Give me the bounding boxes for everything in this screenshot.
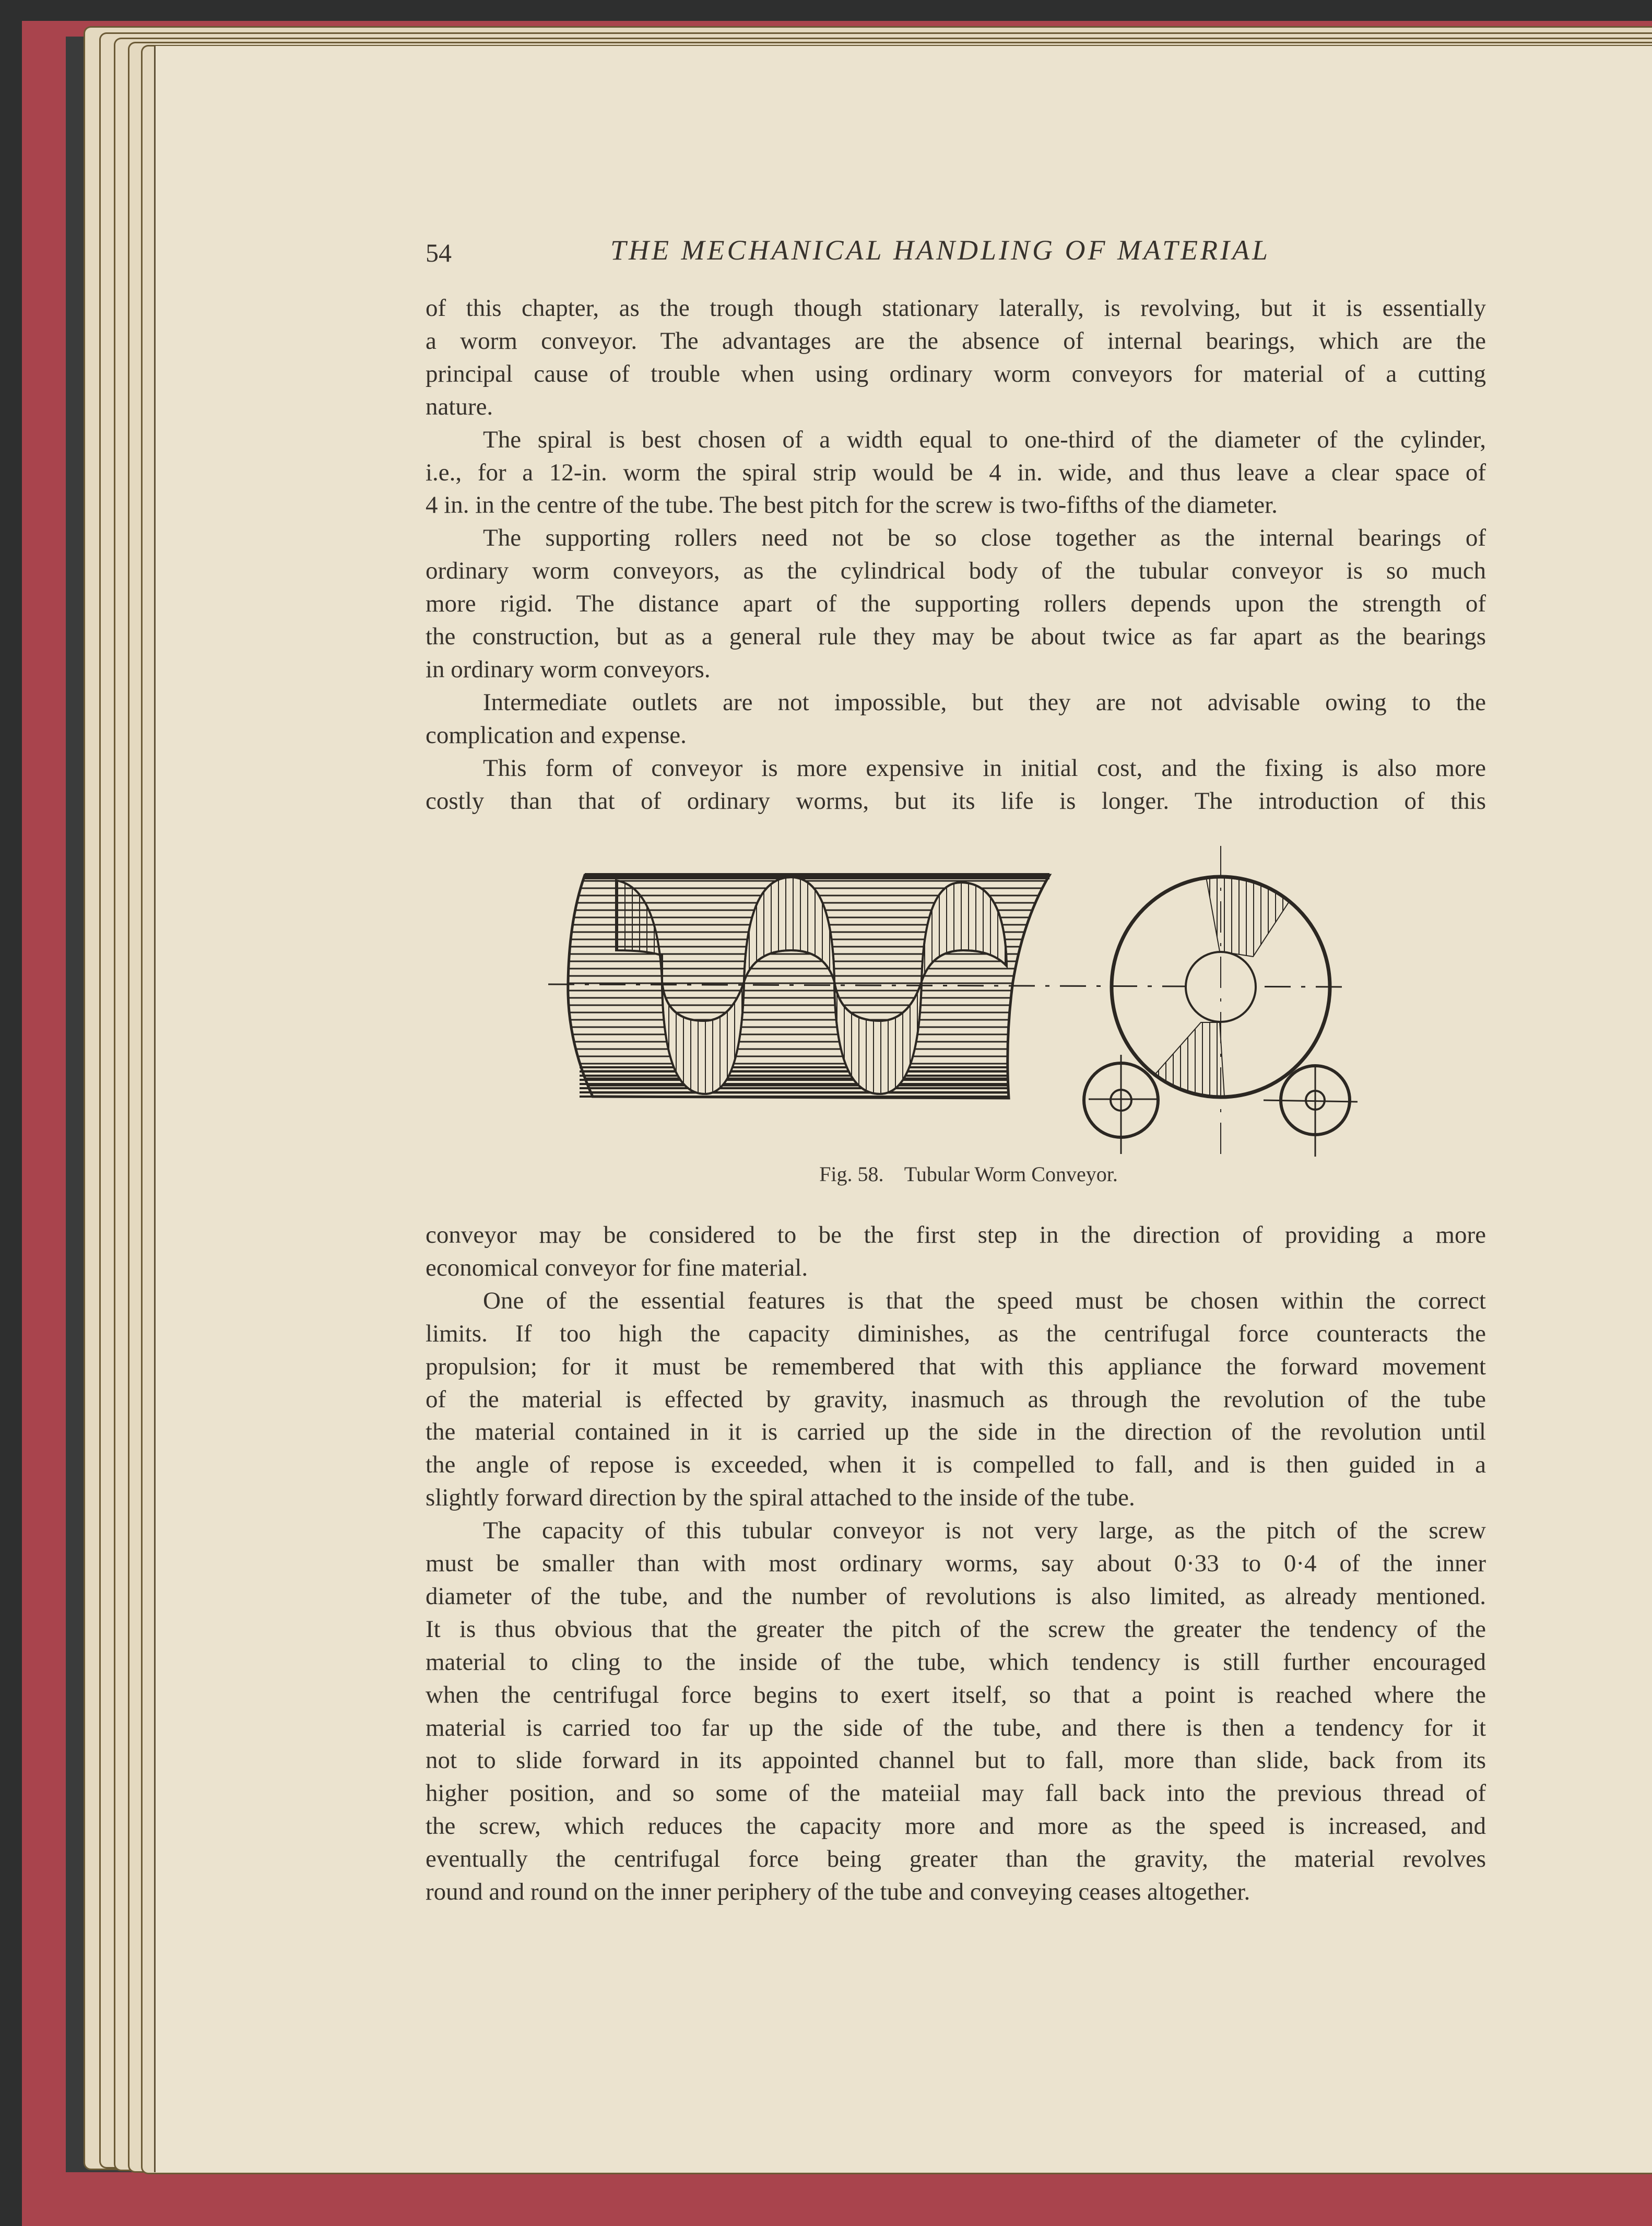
- text-line: when the centrifugal force begins to exert itself, so that a point is reached where the: [426, 1681, 1486, 1709]
- text-line: higher position, and so some of the mateiial may fall back into the previous thread of: [426, 1780, 1486, 1807]
- text-line: economical conveyor for fine material.: [426, 1254, 808, 1281]
- text-line: principal cause of trouble when using ordinary worm conveyors for material of a cutting: [426, 360, 1486, 387]
- text-line: of the material is effected by gravity, inasmuch as through the revolution of the tube: [426, 1385, 1486, 1413]
- text-line: complication and expense.: [426, 721, 687, 749]
- text-line: i.e., for a 12-in. worm the spiral strip would be 4 in. wide, and thus leave a clear space of: [426, 458, 1486, 486]
- text-line: the construction, but as a general rule they may be about twice as far apart as the bearings: [426, 623, 1486, 650]
- text-line: Intermediate outlets are not impossible, but they are not advisable owing to the: [483, 688, 1486, 716]
- text-line: conveyor may be considered to be the first step in the direction of providing a more: [426, 1221, 1486, 1249]
- text-line: the material contained in it is carried up the side in the direction of the revolution until: [426, 1418, 1486, 1446]
- text-line: slightly forward direction by the spiral attached to the inside of the tube.: [426, 1484, 1135, 1512]
- text-line: limits. If too high the capacity diminishes, as the centrifugal force counteracts the: [426, 1320, 1486, 1347]
- text-line: a worm conveyor. The advantages are the absence of internal bearings, which are the: [426, 327, 1486, 355]
- text-line: material to cling to the inside of the tube, which tendency is still further encouraged: [426, 1648, 1486, 1676]
- tube-end-view: [1112, 846, 1330, 1157]
- text-line: propulsion; for it must be remembered that with this appliance the forward movement: [426, 1352, 1486, 1380]
- text-line: The spiral is best chosen of a width equal to one-third of the diameter of the cylinder,: [483, 426, 1486, 453]
- text-line: more rigid. The distance apart of the supporting rollers depends upon the strength of: [426, 590, 1486, 618]
- text-line: nature.: [426, 393, 493, 420]
- page-number: 54: [426, 238, 452, 267]
- text-line: ordinary worm conveyors, as the cylindrical body of the tubular conveyor is so much: [426, 557, 1486, 585]
- text-line: 4 in. in the centre of the tube. The best pitch for the screw is two-fifths of the diameter.: [426, 491, 1278, 519]
- text-line: eventually the centrifugal force being greater than the gravity, the material revolves: [426, 1845, 1486, 1873]
- text-line: The supporting rollers need not be so close together as the internal bearings of: [483, 524, 1486, 552]
- text-line: not to slide forward in its appointed channel but to fall, more than slide, back from its: [426, 1747, 1486, 1774]
- text-line: It is thus obvious that the greater the pitch of the screw the greater the tendency of the: [426, 1615, 1486, 1643]
- text-line: diameter of the tube, and the number of revolutions is also limited, as already mentioned.: [426, 1582, 1486, 1610]
- text-line: in ordinary worm conveyors.: [426, 655, 711, 683]
- text-line: must be smaller than with most ordinary worms, say about 0·33 to 0·4 of the inner: [426, 1550, 1486, 1577]
- text-line: material is carried too far up the side of the tube, and there is then a tendency for it: [426, 1714, 1486, 1741]
- text-line: The capacity of this tubular conveyor is not very large, as the pitch of the screw: [483, 1517, 1486, 1545]
- text-line: the screw, which reduces the capacity more and more as the speed is increased, and: [426, 1812, 1486, 1840]
- running-title: THE MECHANICAL HANDLING OF MATERIAL: [610, 234, 1271, 266]
- text-line: This form of conveyor is more expensive in initial cost, and the fixing is also more: [483, 754, 1486, 782]
- text-line: of this chapter, as the trough though stationary laterally, is revolving, but it is essentially: [426, 295, 1486, 322]
- text-line: costly than that of ordinary worms, but its life is longer. The introduction of this: [426, 787, 1486, 815]
- text-line: One of the essential features is that the speed must be chosen within the correct: [483, 1287, 1486, 1314]
- text-line: round and round on the inner periphery of the tube and conveying ceases altogether.: [426, 1878, 1250, 1905]
- text-line: the angle of repose is exceeded, when it is compelled to fall, and is then guided in a: [426, 1451, 1486, 1479]
- figure-caption: Fig. 58. Tubular Worm Conveyor.: [819, 1162, 1118, 1186]
